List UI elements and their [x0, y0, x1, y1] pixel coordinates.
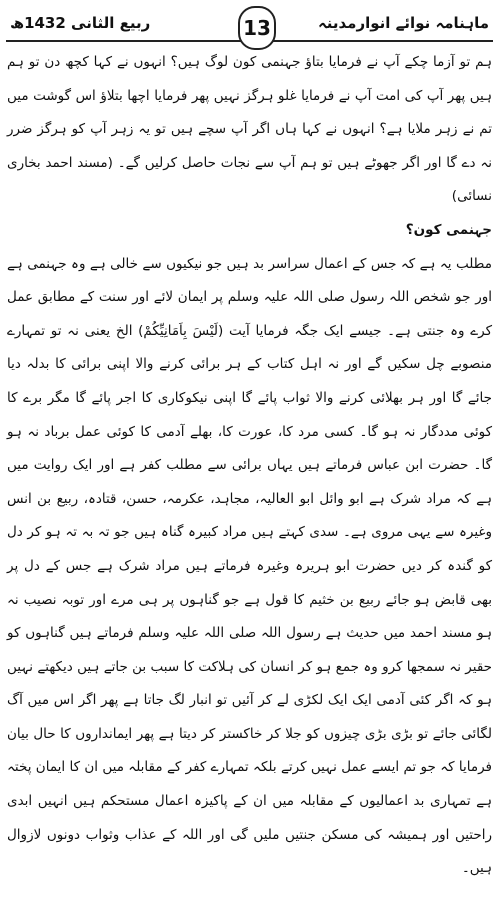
page-header — [6, 6, 493, 42]
paragraph-main: مطلب یہ ہے کہ جس کے اعمال سراسر بد ہیں جو نیکیوں سے خالی ہے وہ جہنمی ہے اور جو شخص اللہ رسول صلی اللہ علیہ وسلم پر ایمان لائے اور سنت کے مطابق عمل کرے وہ جنتی ہے۔ جیسے ایک جگہ فرمایا آیت (لَیْسَ بِاَمَانِیِّکُمْ) الخ یعنی نہ تو تمہارے منصوبے چل سکیں گے اور نہ اہل کتاب کے ہر برائی کرنے والا اپنی برائی کا بدلہ دیا جائے گا اور ہر بھلائی کرنے والا ثواب پائے گا اپنی نیکوکاری کا اجر پائے گا مگر برے کا کوئی مددگار نہ ہو گا۔ کسی مرد کا، عورت کا، بھلے آدمی کا کوئی عمل برباد نہ ہو گا۔ حضرت ابن عباس فرماتے ہیں یہاں برائی سے مطلب کفر ہے اور ایک روایت میں ہے کہ مراد شرک ہے ابو وائل ابو العالیہ، مجاہد، عکرمہ، حسن، قتادہ، ربیع بن انس وغیرہ سے یہی مروی ہے۔ سدی کہتے ہیں مراد کبیرہ گناہ ہیں جو تہ بہ تہ ہو کر دل کو گندہ کر دیں حضرت ابو ہریرہ وغیرہ فرماتے ہیں مراد شرک ہے جس کے دل پر بھی قابض ہو جائے ربیع بن خثیم کا قول ہے جو گناہوں پر ہی مرے اور توبہ نصیب نہ ہو مسند احمد میں حدیث ہے رسول اللہ صلی اللہ علیہ وسلم فرماتے ہیں گناہوں کو حقیر نہ سمجھا کرو وہ جمع ہو کر انسان کی ہلاکت کا سبب بن جاتے ہیں دیکھتے نہیں ہو کہ اگر کئی آدمی ایک ایک لکڑی لے کر آئیں تو انبار لگ جاتا ہے پھر اگر اس میں آگ لگائی جائے تو بڑی بڑی چیزوں کو جلا کر خاکستر کر دیتا ہے پھر ایمانداروں کا حال بیان فرمایا کہ جو تم ایسے عمل نہیں کرتے بلکہ تمہارے کفر کے مقابلہ میں ان کا ایمان پختہ ہے تمہاری بد اعمالیوں کے مقابلہ میں ان کے پاکیزہ اعمال مستحکم ہیں انہیں ابدی راحتیں اور ہمیشہ کی مسکن جنتیں ملیں گی اور اللہ کے عذاب وثواب دونوں لازوال ہیں۔ — [7, 255, 492, 877]
magazine-title: ماہنامہ نوائے انوارمدینہ — [317, 14, 489, 32]
page-number-badge: 13 — [238, 6, 276, 50]
section-heading: جہنمی کون؟ — [405, 221, 492, 238]
issue-date: ربیع الثانی 1432ھ — [10, 14, 151, 32]
paragraph-intro: ہم تو آزما چکے آپ نے فرمایا بتاؤ جہنمی کون لوگ ہیں؟ انہوں نے کہا کچھ دن تو ہم ہیں پھر آپ کی امت آپ نے فرمایا غلو ہرگز نہیں پھر فرمایا اچھا بتلاؤ اس گوشت میں تم نے زہر ملایا ہے؟ انہوں نے کہا ہاں اگر آپ سچے ہیں تو یہ زہر آپ کو ہرگز ضرر نہ دے گا اور اگر جھوٹے ہیں تو ہم آپ سے نجات حاصل کرلیں گے۔ (مسند احمد بخاری نسائی) — [7, 54, 492, 205]
article-body — [7, 46, 492, 886]
